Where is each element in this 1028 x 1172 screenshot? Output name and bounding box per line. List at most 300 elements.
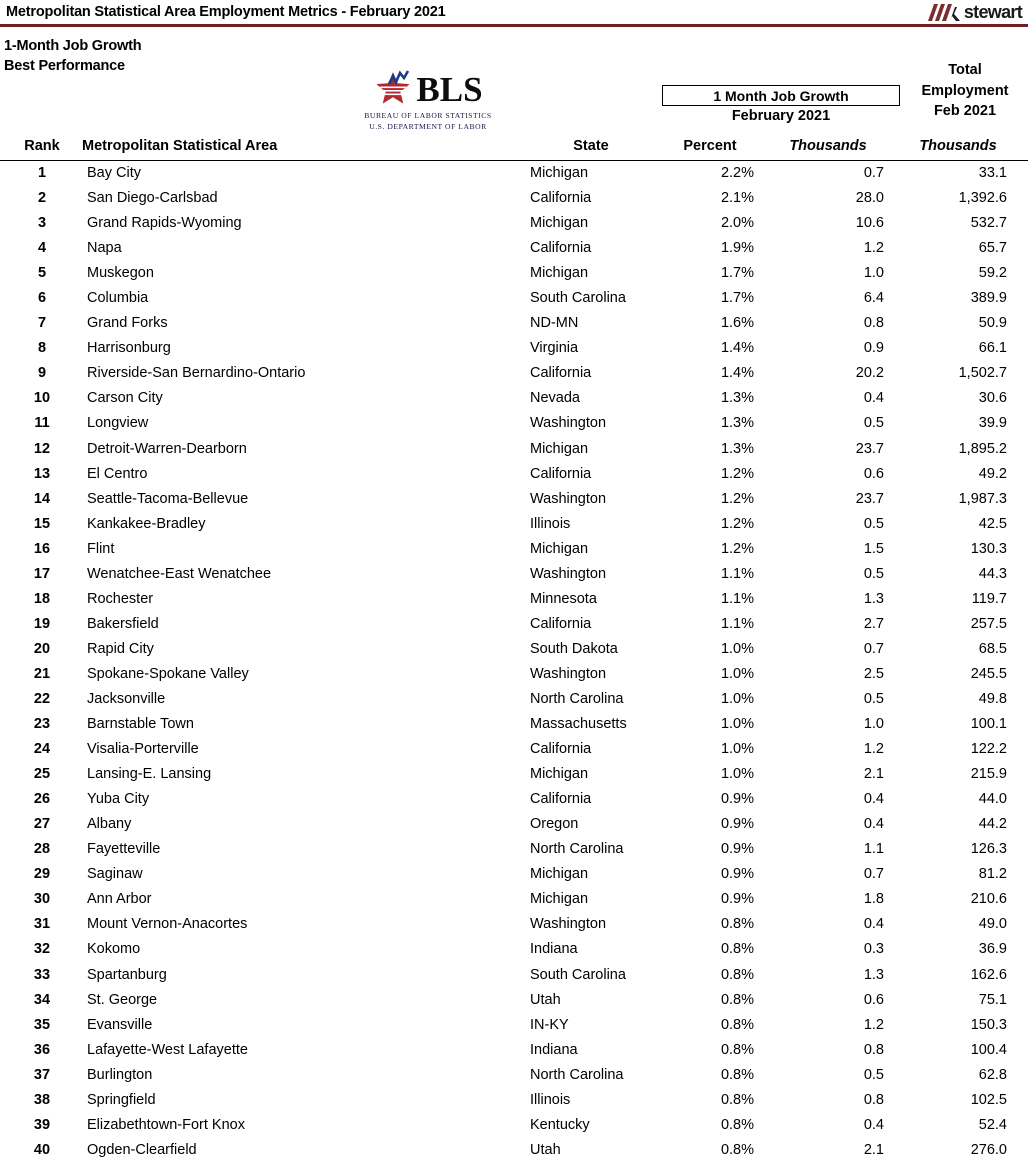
subtitle-line-2: Best Performance — [4, 58, 125, 74]
cell-state: South Carolina — [530, 290, 626, 307]
table-row — [0, 512, 1028, 537]
cell-percent: 1.4% — [720, 340, 754, 357]
cell-percent: 2.2% — [720, 165, 754, 181]
report-subtitle — [4, 36, 141, 76]
table-row — [0, 562, 1028, 587]
cell-state: Michigan — [530, 766, 589, 783]
table-row — [0, 837, 1028, 862]
cell-rank: 16 — [33, 540, 51, 557]
cell-percent: 1.3% — [720, 390, 754, 407]
cell-rank: 4 — [37, 240, 47, 257]
cell-thousands: 0.9 — [863, 340, 884, 357]
table-row — [0, 737, 1028, 762]
cell-rank: 22 — [33, 690, 51, 707]
cell-msa: Longview — [87, 415, 149, 432]
cell-percent: 0.8% — [720, 1066, 754, 1083]
cell-total-employment: 59.2 — [978, 265, 1007, 282]
cell-thousands: 1.2 — [863, 741, 884, 758]
cell-percent: 1.4% — [720, 365, 754, 382]
cell-thousands: 0.4 — [863, 916, 884, 933]
cell-rank: 33 — [33, 966, 51, 983]
cell-msa: Yuba City — [87, 791, 150, 808]
cell-rank: 17 — [33, 565, 51, 582]
cell-rank: 23 — [33, 716, 51, 733]
cell-thousands: 2.5 — [863, 665, 884, 682]
cell-msa: Rapid City — [87, 640, 154, 657]
cell-total-employment: 75.1 — [978, 991, 1007, 1008]
cell-rank: 32 — [33, 941, 51, 958]
cell-msa: Grand Forks — [87, 315, 168, 332]
cell-total-employment: 130.3 — [970, 540, 1007, 557]
cell-msa: Saginaw — [87, 866, 143, 883]
cell-percent: 0.9% — [720, 816, 754, 833]
cell-thousands: 0.5 — [863, 565, 884, 582]
cell-thousands: 1.3 — [863, 966, 884, 983]
cell-percent: 1.2% — [720, 540, 754, 557]
cell-state: Massachusetts — [530, 716, 627, 733]
cell-total-employment: 36.9 — [978, 941, 1007, 958]
cell-rank: 36 — [33, 1041, 51, 1058]
cell-total-employment: 44.2 — [978, 816, 1007, 833]
table-row — [0, 161, 1028, 186]
cell-msa: Kokomo — [87, 941, 141, 958]
table-row — [0, 812, 1028, 837]
cell-percent: 1.6% — [720, 315, 754, 332]
cell-rank: 27 — [33, 816, 51, 833]
cell-thousands: 0.7 — [863, 640, 884, 657]
cell-rank: 9 — [37, 365, 47, 382]
cell-state: Washington — [530, 490, 607, 507]
cell-thousands: 0.5 — [863, 1066, 884, 1083]
cell-msa: Mount Vernon-Anacortes — [87, 916, 248, 933]
cell-rank: 39 — [33, 1116, 51, 1133]
cell-rank: 34 — [33, 991, 51, 1008]
table-column-headers — [0, 138, 1028, 160]
table-row — [0, 236, 1028, 261]
table-row — [0, 1088, 1028, 1113]
cell-total-employment: 30.6 — [978, 390, 1007, 407]
table-row — [0, 361, 1028, 386]
cell-state: Virginia — [530, 340, 579, 357]
cell-state: Michigan — [530, 540, 589, 557]
cell-state: Michigan — [530, 265, 589, 282]
cell-state: North Carolina — [530, 690, 624, 707]
cell-thousands: 0.4 — [863, 816, 884, 833]
cell-total-employment: 245.5 — [970, 665, 1007, 682]
cell-percent: 0.9% — [720, 891, 754, 908]
cell-state: Michigan — [530, 891, 589, 908]
cell-msa: Muskegon — [87, 265, 154, 282]
cell-thousands: 1.2 — [863, 1016, 884, 1033]
cell-rank: 24 — [33, 741, 51, 758]
table-row — [0, 762, 1028, 787]
cell-state: South Dakota — [530, 640, 618, 657]
cell-total-employment: 276.0 — [970, 1141, 1007, 1158]
cell-total-employment: 33.1 — [978, 165, 1007, 181]
cell-msa: Ogden-Clearfield — [87, 1141, 197, 1158]
table-row — [0, 988, 1028, 1013]
stewart-wordmark: stewart — [963, 2, 1022, 22]
cell-percent: 0.8% — [720, 1091, 754, 1108]
cell-msa: El Centro — [87, 465, 148, 482]
total-employment-line-3: Feb 2021 — [933, 103, 997, 119]
cell-state: California — [530, 365, 592, 382]
cell-state: California — [530, 741, 592, 758]
table-row — [0, 1063, 1028, 1088]
cell-msa: Fayetteville — [87, 841, 161, 858]
cell-rank: 35 — [33, 1016, 51, 1033]
cell-thousands: 0.8 — [863, 315, 884, 332]
cell-total-employment: 39.9 — [978, 415, 1007, 432]
cell-percent: 1.2% — [720, 515, 754, 532]
cell-rank: 13 — [33, 465, 51, 482]
cell-percent: 1.7% — [720, 290, 754, 307]
table-row — [0, 1138, 1028, 1163]
cell-percent: 1.9% — [720, 240, 754, 257]
cell-percent: 1.1% — [720, 565, 754, 582]
cell-percent: 2.0% — [720, 215, 754, 232]
cell-total-employment: 162.6 — [970, 966, 1007, 983]
cell-thousands: 1.5 — [863, 540, 884, 557]
cell-total-employment: 100.4 — [970, 1041, 1007, 1058]
cell-state: Minnesota — [530, 590, 597, 607]
cell-msa: Albany — [87, 816, 132, 833]
cell-rank: 12 — [33, 440, 51, 457]
cell-state: Michigan — [530, 440, 589, 457]
table-row — [0, 912, 1028, 937]
cell-msa: Seattle-Tacoma-Bellevue — [87, 490, 249, 507]
cell-rank: 14 — [33, 490, 51, 507]
cell-msa: Visalia-Porterville — [87, 741, 199, 758]
cell-thousands: 0.5 — [863, 690, 884, 707]
cell-thousands: 28.0 — [855, 190, 884, 207]
cell-msa: Detroit-Warren-Dearborn — [87, 440, 247, 457]
cell-total-employment: 66.1 — [978, 340, 1007, 357]
bls-letters: BLS — [416, 70, 483, 110]
cell-msa: Kankakee-Bradley — [87, 515, 206, 532]
cell-thousands: 20.2 — [855, 365, 884, 382]
cell-total-employment: 119.7 — [971, 590, 1007, 607]
cell-percent: 0.8% — [720, 1141, 754, 1158]
cell-percent: 1.0% — [720, 665, 754, 682]
cell-msa: Rochester — [87, 590, 154, 607]
bls-star-icon — [373, 70, 413, 110]
cell-thousands: 0.8 — [863, 1041, 884, 1058]
table-row — [0, 336, 1028, 361]
table-row — [0, 487, 1028, 512]
cell-state: Washington — [530, 565, 607, 582]
cell-thousands: 23.7 — [855, 440, 884, 457]
bls-logo-mark — [362, 70, 494, 110]
cell-thousands: 0.5 — [863, 515, 884, 532]
cell-thousands: 0.7 — [863, 165, 884, 181]
cell-percent: 1.3% — [720, 415, 754, 432]
cell-msa: Napa — [87, 240, 122, 257]
table-row — [0, 587, 1028, 612]
table-row — [0, 662, 1028, 687]
subtitle-line-1: 1-Month Job Growth — [4, 38, 142, 54]
cell-rank: 19 — [33, 615, 51, 632]
cell-percent: 0.8% — [720, 916, 754, 933]
cell-total-employment: 150.3 — [970, 1016, 1007, 1033]
cell-msa: Wenatchee-East Wenatchee — [87, 565, 272, 582]
cell-rank: 11 — [34, 415, 50, 432]
job-growth-group-header — [662, 85, 900, 106]
cell-total-employment: 122.2 — [970, 741, 1007, 758]
cell-state: Oregon — [530, 816, 579, 833]
cell-thousands: 1.0 — [863, 716, 884, 733]
cell-state: California — [530, 240, 592, 257]
bls-logo — [362, 70, 494, 131]
table-row — [0, 1038, 1028, 1063]
cell-percent: 1.3% — [720, 440, 754, 457]
table-row — [0, 1113, 1028, 1138]
cell-total-employment: 42.5 — [978, 515, 1007, 532]
cell-rank: 20 — [33, 640, 51, 657]
cell-percent: 0.8% — [720, 991, 754, 1008]
cell-total-employment: 215.9 — [970, 766, 1007, 783]
cell-total-employment: 44.0 — [978, 791, 1007, 808]
cell-thousands: 0.4 — [863, 390, 884, 407]
table-row — [0, 887, 1028, 912]
cell-msa: Columbia — [87, 290, 149, 307]
table-row — [0, 437, 1028, 462]
bls-subtitle-line-2: U.S. DEPARTMENT OF LABOR — [369, 121, 487, 131]
cell-state: ND-MN — [530, 315, 579, 332]
cell-percent: 1.2% — [720, 490, 754, 507]
cell-thousands: 1.3 — [863, 590, 884, 607]
cell-percent: 1.0% — [720, 690, 754, 707]
column-header-msa: Metropolitan Statistical Area — [82, 138, 278, 154]
cell-msa: Barnstable Town — [87, 716, 194, 733]
stewart-logo — [928, 3, 1024, 21]
cell-percent: 1.7% — [720, 265, 754, 282]
cell-msa: St. George — [87, 991, 158, 1008]
cell-rank: 38 — [33, 1091, 51, 1108]
cell-total-employment: 1,502.7 — [958, 365, 1007, 382]
cell-percent: 1.2% — [720, 465, 754, 482]
table-row — [0, 286, 1028, 311]
cell-total-employment: 49.2 — [978, 465, 1007, 482]
cell-state: Michigan — [530, 215, 589, 232]
cell-msa: Grand Rapids-Wyoming — [87, 215, 242, 232]
cell-percent: 0.8% — [720, 966, 754, 983]
cell-msa: Riverside-San Bernardino-Ontario — [87, 365, 306, 382]
cell-msa: Carson City — [87, 390, 163, 407]
cell-thousands: 0.6 — [863, 991, 884, 1008]
cell-percent: 1.0% — [720, 741, 754, 758]
table-row — [0, 211, 1028, 236]
cell-total-employment: 257.5 — [970, 615, 1007, 632]
cell-state: Indiana — [530, 1041, 578, 1058]
cell-state: Nevada — [530, 390, 580, 407]
cell-state: California — [530, 615, 592, 632]
table-row — [0, 261, 1028, 286]
cell-rank: 7 — [37, 315, 47, 332]
total-employment-line-2: Employment — [921, 82, 1009, 99]
cell-total-employment: 532.7 — [970, 215, 1007, 232]
cell-msa: Bakersfield — [87, 615, 159, 632]
cell-total-employment: 1,392.6 — [958, 190, 1007, 207]
cell-state: Utah — [530, 991, 561, 1008]
column-header-thousands: Thousands — [789, 138, 867, 154]
cell-percent: 0.9% — [720, 791, 754, 808]
cell-percent: 0.8% — [720, 941, 754, 958]
cell-thousands: 0.7 — [863, 866, 884, 883]
cell-state: North Carolina — [530, 841, 624, 858]
cell-thousands: 2.7 — [863, 615, 884, 632]
table-row — [0, 411, 1028, 436]
cell-msa: San Diego-Carlsbad — [87, 190, 218, 207]
cell-thousands: 0.4 — [863, 1116, 884, 1133]
cell-state: IN-KY — [530, 1016, 569, 1033]
cell-state: Utah — [530, 1141, 561, 1158]
cell-state: North Carolina — [530, 1066, 624, 1083]
cell-state: Illinois — [530, 515, 571, 532]
cell-percent: 0.8% — [720, 1016, 754, 1033]
cell-state: Indiana — [530, 941, 578, 958]
cell-rank: 29 — [33, 866, 51, 883]
page-title: Metropolitan Statistical Area Employment Metrics - February 2021 — [6, 4, 446, 20]
cell-total-employment: 1,987.3 — [958, 490, 1007, 507]
cell-percent: 1.0% — [720, 716, 754, 733]
cell-percent: 1.1% — [720, 590, 754, 607]
cell-total-employment: 210.6 — [970, 891, 1007, 908]
cell-rank: 18 — [33, 590, 51, 607]
cell-state: California — [530, 190, 592, 207]
cell-state: Illinois — [530, 1091, 571, 1108]
cell-msa: Burlington — [87, 1066, 153, 1083]
cell-rank: 5 — [37, 265, 47, 282]
cell-percent: 0.9% — [720, 866, 754, 883]
cell-state: California — [530, 791, 592, 808]
table-row — [0, 712, 1028, 737]
cell-msa: Flint — [87, 540, 115, 557]
table-row — [0, 386, 1028, 411]
cell-total-employment: 44.3 — [978, 565, 1007, 582]
cell-rank: 21 — [33, 665, 51, 682]
table-row — [0, 1013, 1028, 1038]
cell-rank: 3 — [37, 215, 47, 232]
cell-percent: 1.0% — [720, 640, 754, 657]
cell-rank: 25 — [33, 766, 51, 783]
cell-rank: 28 — [33, 841, 51, 858]
cell-total-employment: 49.8 — [978, 690, 1007, 707]
cell-percent: 1.1% — [720, 615, 754, 632]
cell-rank: 1 — [37, 165, 47, 181]
data-table-body — [0, 161, 1028, 1163]
title-bar — [0, 0, 1028, 27]
total-employment-line-1: Total — [948, 62, 982, 78]
table-row — [0, 537, 1028, 562]
cell-state: Washington — [530, 415, 607, 432]
cell-percent: 1.0% — [720, 766, 754, 783]
cell-rank: 30 — [33, 891, 51, 908]
job-growth-group-label: 1 Month Job Growth — [713, 87, 849, 104]
bls-subtitle-line-1: BUREAU OF LABOR STATISTICS — [364, 111, 492, 120]
table-row — [0, 462, 1028, 487]
cell-total-employment: 62.8 — [978, 1066, 1007, 1083]
table-row — [0, 612, 1028, 637]
cell-msa: Bay City — [87, 165, 141, 181]
cell-state: Washington — [530, 665, 607, 682]
table-row — [0, 862, 1028, 887]
cell-percent: 0.9% — [720, 841, 754, 858]
cell-rank: 31 — [33, 916, 51, 933]
cell-percent: 0.8% — [720, 1116, 754, 1133]
cell-msa: Spartanburg — [87, 966, 167, 983]
cell-msa: Harrisonburg — [87, 340, 171, 357]
column-header-state: State — [573, 138, 609, 154]
cell-total-employment: 1,895.2 — [958, 440, 1007, 457]
stewart-slashes-icon — [928, 4, 962, 21]
total-employment-header — [902, 60, 1028, 122]
cell-total-employment: 50.9 — [978, 315, 1007, 332]
cell-total-employment: 126.3 — [970, 841, 1007, 858]
cell-total-employment: 100.1 — [970, 716, 1007, 733]
column-header-percent: Percent — [683, 138, 737, 154]
cell-msa: Ann Arbor — [87, 891, 152, 908]
cell-rank: 37 — [33, 1066, 51, 1083]
cell-rank: 26 — [33, 791, 51, 808]
cell-thousands: 2.1 — [863, 766, 884, 783]
cell-thousands: 1.0 — [863, 265, 884, 282]
cell-total-employment: 102.5 — [970, 1091, 1007, 1108]
cell-thousands: 0.6 — [863, 465, 884, 482]
cell-thousands: 1.2 — [863, 240, 884, 257]
cell-state: Michigan — [530, 165, 589, 181]
cell-rank: 10 — [33, 390, 51, 407]
cell-state: California — [530, 465, 592, 482]
cell-thousands: 2.1 — [863, 1141, 884, 1158]
cell-rank: 8 — [37, 340, 47, 357]
table-row — [0, 311, 1028, 336]
cell-msa: Lansing-E. Lansing — [87, 766, 212, 783]
table-row — [0, 186, 1028, 211]
table-row — [0, 787, 1028, 812]
cell-thousands: 6.4 — [863, 290, 884, 307]
cell-thousands: 0.3 — [863, 941, 884, 958]
cell-thousands: 0.4 — [863, 791, 884, 808]
cell-thousands: 0.5 — [863, 415, 884, 432]
column-header-rank: Rank — [24, 138, 60, 154]
cell-thousands: 10.6 — [855, 215, 884, 232]
cell-total-employment: 49.0 — [978, 916, 1007, 933]
cell-total-employment: 52.4 — [978, 1116, 1007, 1133]
cell-msa: Jacksonville — [87, 690, 166, 707]
cell-total-employment: 81.2 — [978, 866, 1007, 883]
column-header-total-thousands: Thousands — [919, 138, 997, 154]
cell-thousands: 1.8 — [863, 891, 884, 908]
cell-rank: 40 — [33, 1141, 51, 1158]
cell-msa: Spokane-Spokane Valley — [87, 665, 249, 682]
cell-rank: 15 — [33, 515, 51, 532]
cell-rank: 2 — [37, 190, 47, 207]
job-growth-period-label: February 2021 — [731, 108, 831, 124]
cell-state: Washington — [530, 916, 607, 933]
cell-msa: Lafayette-West Lafayette — [87, 1041, 248, 1058]
cell-total-employment: 389.9 — [970, 290, 1007, 307]
cell-state: Michigan — [530, 866, 589, 883]
cell-msa: Elizabethtown-Fort Knox — [87, 1116, 245, 1133]
table-row — [0, 937, 1028, 962]
cell-state: Kentucky — [530, 1116, 590, 1133]
table-row — [0, 637, 1028, 662]
cell-state: South Carolina — [530, 966, 626, 983]
cell-thousands: 1.1 — [863, 841, 884, 858]
cell-total-employment: 68.5 — [978, 640, 1007, 657]
table-row — [0, 687, 1028, 712]
